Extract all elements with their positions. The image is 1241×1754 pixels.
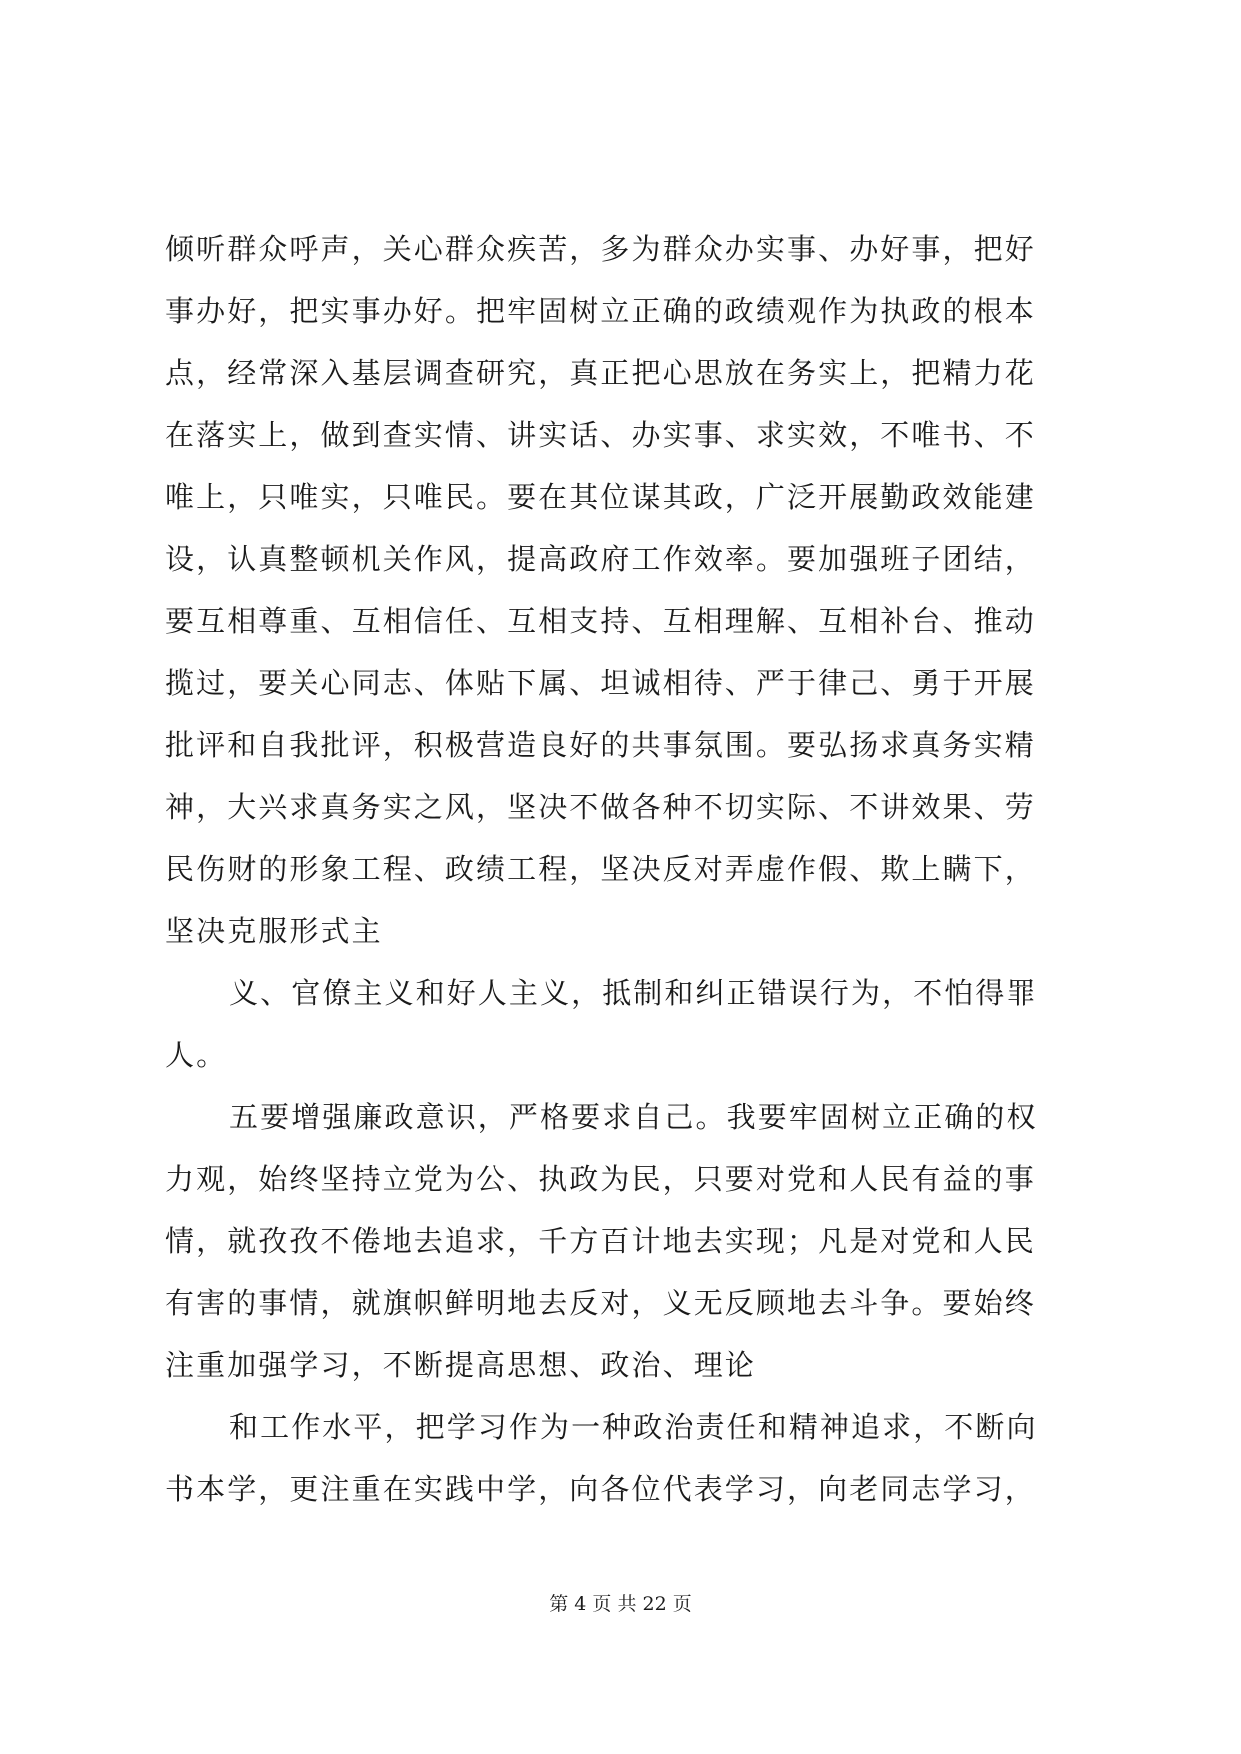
body-line: 书本学，更注重在实践中学，向各位代表学习，向老同志学习，	[165, 1472, 1036, 1506]
body-line: 唯上，只唯实，只唯民。要在其位谋其政，广泛开展勤政效能建	[165, 480, 1036, 514]
body-line: 事办好，把实事办好。把牢固树立正确的政绩观作为执政的根本	[165, 294, 1036, 328]
body-line: 设，认真整顿机关作风，提高政府工作效率。要加强班子团结，	[165, 542, 1036, 576]
body-line: 揽过，要关心同志、体贴下属、坦诚相待、严于律己、勇于开展	[165, 666, 1036, 700]
body-line: 注重加强学习，不断提高思想、政治、理论	[165, 1348, 756, 1382]
body-line: 力观，始终坚持立党为公、执政为民，只要对党和人民有益的事	[165, 1162, 1036, 1196]
body-line: 要互相尊重、互相信任、互相支持、互相理解、互相补台、推动	[165, 604, 1036, 638]
paragraph-start-line: 和工作水平，把学习作为一种政治责任和精神追求，不断向	[229, 1410, 1038, 1444]
body-line: 民伤财的形象工程、政绩工程，坚决反对弄虚作假、欺上瞒下，	[165, 852, 1036, 886]
paragraph-start-line: 义、官僚主义和好人主义，抵制和纠正错误行为，不怕得罪	[229, 976, 1038, 1010]
body-line: 情，就孜孜不倦地去追求，千方百计地去实现；凡是对党和人民	[165, 1224, 1036, 1258]
body-line: 坚决克服形式主	[165, 914, 383, 948]
body-line: 点，经常深入基层调查研究，真正把心思放在务实上，把精力花	[165, 356, 1036, 390]
paragraph-start-line: 五要增强廉政意识，严格要求自己。我要牢固树立正确的权	[229, 1100, 1038, 1134]
body-line: 神，大兴求真务实之风，坚决不做各种不切实际、不讲效果、劳	[165, 790, 1036, 824]
document-body	[165, 229, 1085, 1531]
body-line: 有害的事情，就旗帜鲜明地去反对，义无反顾地去斗争。要始终	[165, 1286, 1036, 1320]
body-line: 批评和自我批评，积极营造良好的共事氛围。要弘扬求真务实精	[165, 728, 1036, 762]
page-footer: 第 4 页 共 22 页	[549, 1593, 692, 1615]
body-line: 人。	[165, 1038, 228, 1072]
body-line: 倾听群众呼声，关心群众疾苦，多为群众办实事、办好事，把好	[165, 232, 1036, 266]
body-line: 在落实上，做到查实情、讲实话、办实事、求实效，不唯书、不	[165, 418, 1036, 452]
